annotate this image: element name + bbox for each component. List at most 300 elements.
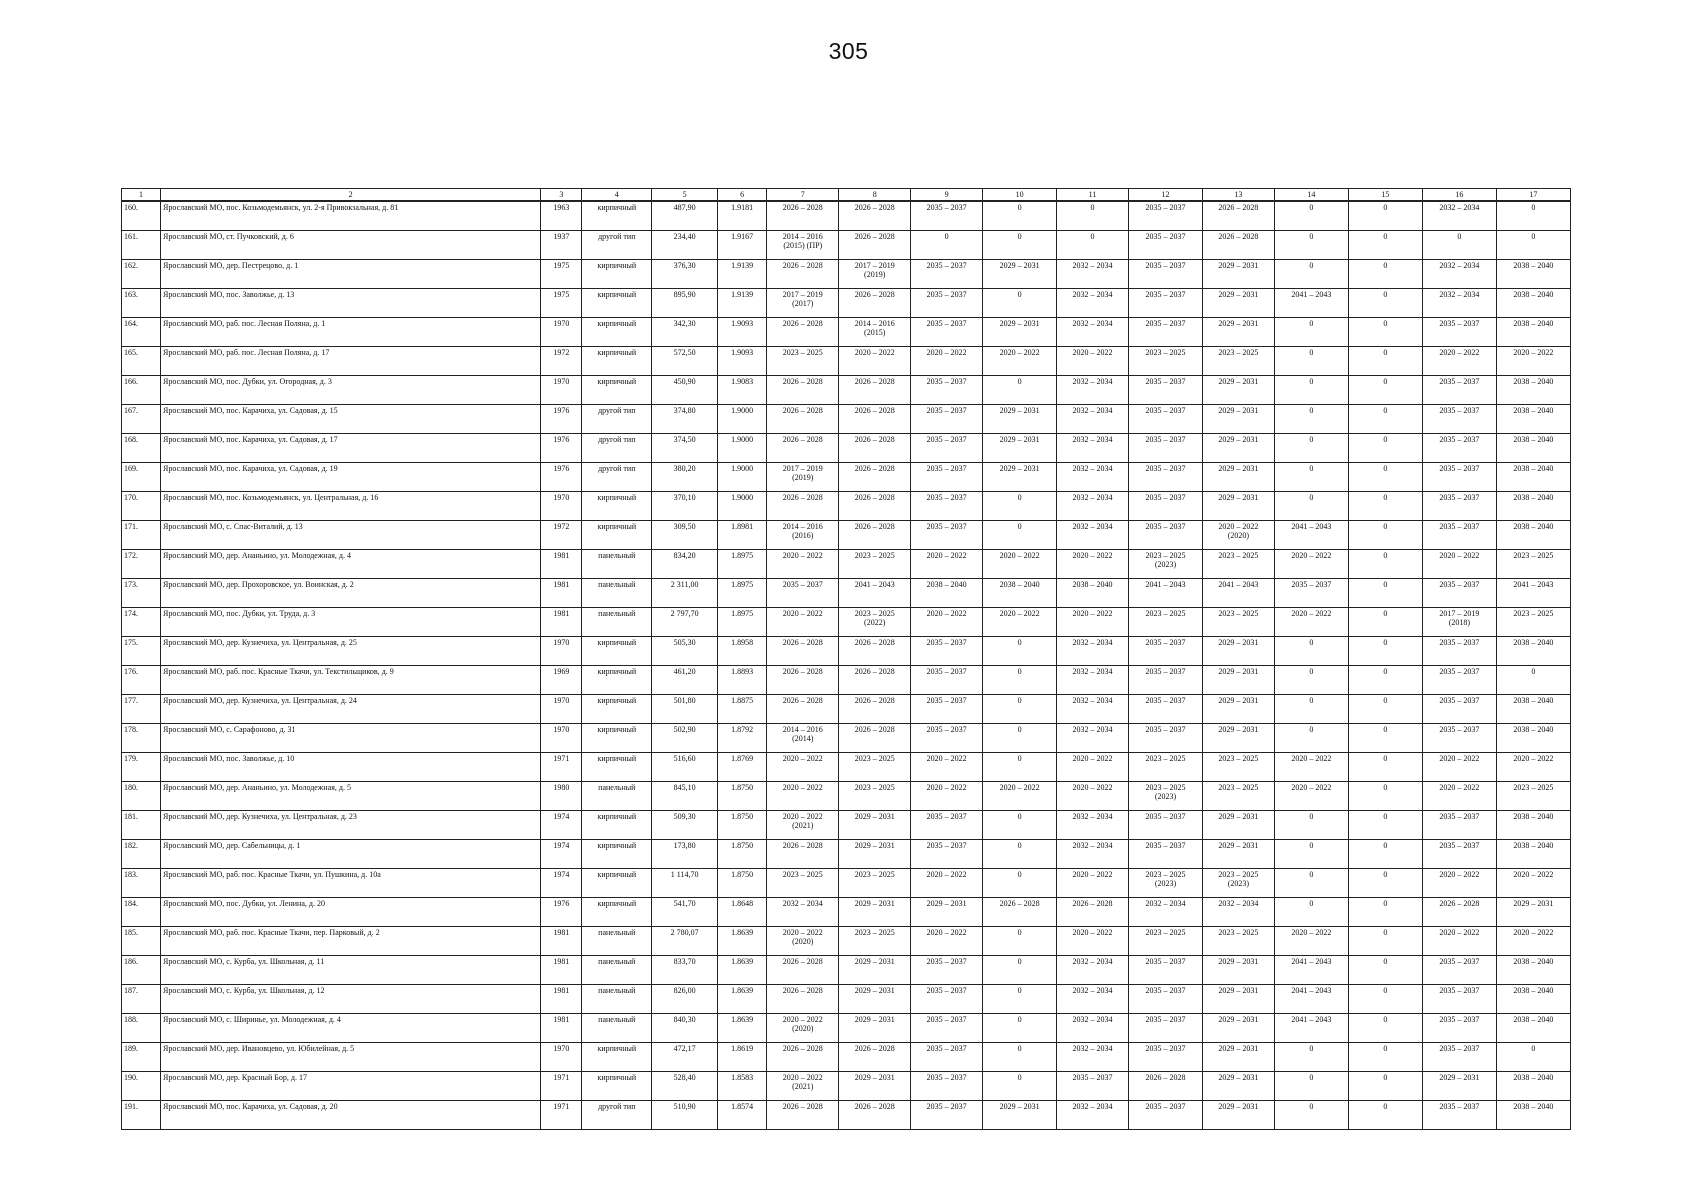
cell-text: 2035 – 2037 — [1145, 290, 1186, 299]
table-cell — [1274, 753, 1348, 782]
cell-text: 2029 – 2031 — [854, 899, 895, 908]
table-cell — [718, 695, 767, 724]
table-cell — [1348, 318, 1422, 347]
cell-text: 2032 – 2034 — [1439, 261, 1480, 270]
table-cell — [911, 956, 983, 985]
cell-text: кирпичный — [597, 522, 637, 531]
table-cell — [1128, 927, 1202, 956]
cell-text: 0 — [1383, 522, 1388, 531]
cell-text: другой тип — [598, 232, 636, 241]
table-cell — [1422, 405, 1496, 434]
cell-text: 162. — [124, 261, 138, 270]
table-cell — [911, 1072, 983, 1101]
page-number: 305 — [828, 38, 869, 64]
cell-text: 2038 – 2040 — [1513, 725, 1554, 734]
cell-subtext: (2016) — [792, 531, 814, 541]
cell-text: Ярославский МО, дер. Ивановцево, ул. Юбилейная, д. 5 — [163, 1044, 355, 1053]
table-cell — [1496, 201, 1570, 231]
table-cell — [1496, 1101, 1570, 1130]
cell-text: 2035 – 2037 — [1145, 1044, 1186, 1053]
cell-text: 2023 – 2025 — [1218, 754, 1259, 763]
table-cell — [911, 811, 983, 840]
table-cell — [983, 840, 1057, 869]
row-number-cell — [122, 666, 161, 695]
table-cell — [767, 201, 839, 231]
table-cell — [652, 695, 718, 724]
cell-text: кирпичный — [597, 841, 637, 850]
table-cell — [767, 753, 839, 782]
cell-text: 2035 – 2037 — [1145, 696, 1186, 705]
table-cell — [911, 434, 983, 463]
row-number-cell — [122, 782, 161, 811]
table-cell — [767, 666, 839, 695]
table-cell — [1128, 1072, 1202, 1101]
cell-text: 1.9093 — [731, 319, 754, 328]
table-cell — [1128, 405, 1202, 434]
table-cell — [767, 405, 839, 434]
table-cell — [582, 927, 652, 956]
cell-text: 1.9083 — [731, 377, 754, 386]
table-cell — [983, 289, 1057, 318]
cell-text: 2023 – 2025 — [1218, 551, 1259, 560]
table-cell — [1202, 956, 1274, 985]
cell-text: 0 — [1017, 667, 1022, 676]
cell-text: Ярославский МО, с. Курба, ул. Школьная, д. 11 — [163, 957, 325, 966]
address-cell — [161, 550, 541, 579]
cell-text: 2041 – 2043 — [1145, 580, 1186, 589]
cell-text: 174. — [124, 609, 138, 618]
table-row — [122, 869, 1571, 898]
cell-text: 2023 – 2025 — [1145, 609, 1186, 618]
cell-text: Ярославский МО, с. Спас-Виталий, д. 13 — [163, 522, 303, 531]
cell-text: 2041 – 2043 — [1291, 957, 1332, 966]
table-cell — [1422, 463, 1496, 492]
cell-text: 2026 – 2028 — [854, 638, 895, 647]
table-cell — [718, 434, 767, 463]
cell-text: 0 — [1090, 232, 1095, 241]
cell-text: 2023 – 2025 — [1145, 754, 1186, 763]
cell-text: 2029 – 2031 — [854, 841, 895, 850]
cell-text: Ярославский МО, раб. пос. Лесная Поляна, д. 17 — [163, 348, 330, 357]
cell-text: 2029 – 2031 — [1218, 406, 1259, 415]
cell-text: 0 — [1383, 1015, 1388, 1024]
cell-text: 2029 – 2031 — [926, 899, 967, 908]
address-cell — [161, 956, 541, 985]
cell-text: 1971 — [553, 1102, 570, 1111]
table-cell — [541, 376, 582, 405]
cell-text: 2029 – 2031 — [1218, 261, 1259, 270]
column-header: 3 — [541, 189, 582, 202]
table-cell — [1496, 608, 1570, 637]
cell-text: Ярославский МО, дер. Ананьино, ул. Молодежная, д. 4 — [163, 551, 351, 560]
cell-text: 0 — [1017, 841, 1022, 850]
column-header: 12 — [1128, 189, 1202, 202]
cell-text: 1970 — [553, 725, 570, 734]
row-number-cell — [122, 695, 161, 724]
table-cell — [718, 550, 767, 579]
cell-subtext: (2014) — [792, 734, 814, 744]
table-row — [122, 289, 1571, 318]
row-number-cell — [122, 463, 161, 492]
cell-text: 0 — [1309, 638, 1314, 647]
cell-text: 0 — [1383, 435, 1388, 444]
cell-text: 2029 – 2031 — [1218, 812, 1259, 821]
cell-text: 2020 – 2022 — [782, 1015, 823, 1024]
table-cell — [767, 579, 839, 608]
cell-text: Ярославский МО, дер. Кузнечиха, ул. Центральная, д. 23 — [163, 812, 357, 821]
cell-text: 2020 – 2022 — [1291, 783, 1332, 792]
cell-text: 2023 – 2025 — [1218, 928, 1259, 937]
cell-text: 2020 – 2022 — [999, 551, 1040, 560]
table-cell — [1128, 985, 1202, 1014]
table-cell — [1348, 695, 1422, 724]
table-cell — [767, 434, 839, 463]
table-cell — [767, 724, 839, 753]
row-number-cell — [122, 985, 161, 1014]
cell-text: 2035 – 2037 — [926, 986, 967, 995]
cell-text: 188. — [124, 1015, 138, 1024]
cell-text: 0 — [1383, 986, 1388, 995]
cell-text: 1976 — [553, 435, 570, 444]
table-cell — [541, 1043, 582, 1072]
cell-text: 2020 – 2022 — [926, 551, 967, 560]
cell-text: 2029 – 2031 — [1218, 1015, 1259, 1024]
table-cell — [541, 347, 582, 376]
table-cell — [911, 201, 983, 231]
table-cell — [582, 492, 652, 521]
cell-text: 2020 – 2022 — [926, 754, 967, 763]
cell-text: 2017 – 2019 — [782, 464, 823, 473]
cell-text: 2035 – 2037 — [926, 1015, 967, 1024]
cell-subtext: (2023) — [1227, 879, 1250, 889]
cell-text: кирпичный — [597, 696, 637, 705]
cell-text: 2026 – 2028 — [854, 290, 895, 299]
cell-text: 0 — [1309, 435, 1314, 444]
table-cell — [911, 637, 983, 666]
table-cell — [1128, 260, 1202, 289]
row-number-cell — [122, 1014, 161, 1043]
table-cell — [983, 782, 1057, 811]
table-cell — [1496, 724, 1570, 753]
cell-text: 170. — [124, 493, 138, 502]
cell-text: 2032 – 2034 — [1072, 986, 1113, 995]
cell-subtext: (2023) — [1154, 792, 1177, 802]
row-number-cell — [122, 318, 161, 347]
table-cell — [718, 1101, 767, 1130]
cell-text: Ярославский МО, пос. Заволжье, д. 13 — [163, 290, 295, 299]
cell-text: Ярославский МО, с. Сарафоново, д. 31 — [163, 725, 296, 734]
table-cell — [1128, 782, 1202, 811]
cell-text: 1.9000 — [731, 406, 754, 415]
table-cell — [1496, 434, 1570, 463]
cell-text: Ярославский МО, с. Ширинье, ул. Молодежная, д. 4 — [163, 1015, 341, 1024]
cell-subtext: (2018) — [1448, 618, 1471, 628]
cell-text: 472,17 — [673, 1044, 696, 1053]
cell-text: 2020 – 2022 — [1439, 551, 1480, 560]
cell-text: 182. — [124, 841, 138, 850]
cell-text: 2035 – 2037 — [926, 261, 967, 270]
cell-text: 0 — [1309, 493, 1314, 502]
cell-text: 2035 – 2037 — [926, 1102, 967, 1111]
table-cell — [839, 405, 911, 434]
table-cell — [541, 492, 582, 521]
table-cell — [718, 782, 767, 811]
cell-text: панельный — [598, 783, 636, 792]
cell-text: 1.8574 — [731, 1102, 754, 1111]
cell-text: 0 — [1383, 232, 1388, 241]
cell-text: 1.8750 — [731, 870, 754, 879]
cell-text: 2035 – 2037 — [926, 841, 967, 850]
table-cell — [839, 579, 911, 608]
table-cell — [718, 289, 767, 318]
table-cell — [911, 782, 983, 811]
cell-text: 173. — [124, 580, 138, 589]
table-cell — [1202, 434, 1274, 463]
cell-text: 160. — [124, 203, 138, 212]
table-cell — [1496, 956, 1570, 985]
table-cell — [839, 724, 911, 753]
table-cell — [839, 318, 911, 347]
table-cell — [1348, 666, 1422, 695]
table-cell — [983, 753, 1057, 782]
cell-text: 1981 — [553, 580, 570, 589]
table-cell — [652, 782, 718, 811]
column-header: 6 — [718, 189, 767, 202]
table-cell — [1274, 289, 1348, 318]
table-cell — [1128, 231, 1202, 260]
table-cell — [1057, 869, 1129, 898]
row-number-cell — [122, 521, 161, 550]
cell-text: 2023 – 2025 — [1218, 783, 1259, 792]
table-cell — [1128, 550, 1202, 579]
cell-text: 176. — [124, 667, 138, 676]
cell-text: 2035 – 2037 — [1145, 725, 1186, 734]
cell-text: 0 — [1309, 696, 1314, 705]
cell-text: 0 — [1383, 1102, 1388, 1111]
table-cell — [1274, 956, 1348, 985]
table-cell — [1202, 869, 1274, 898]
table-cell — [541, 869, 582, 898]
cell-text: 2026 – 2028 — [854, 1102, 895, 1111]
column-header: 8 — [839, 189, 911, 202]
cell-text: 184. — [124, 899, 138, 908]
table-row — [122, 695, 1571, 724]
table-cell — [1496, 695, 1570, 724]
table-cell — [718, 637, 767, 666]
cell-text: 2020 – 2022 — [1513, 348, 1554, 357]
cell-text: 2032 – 2034 — [1072, 1015, 1113, 1024]
table-cell — [1348, 463, 1422, 492]
cell-text: 1.8792 — [731, 725, 754, 734]
cell-subtext: (2023) — [1154, 560, 1177, 570]
table-cell — [1496, 318, 1570, 347]
cell-text: 173,80 — [673, 841, 696, 850]
schedule-table — [121, 188, 1571, 1130]
cell-text: 2035 – 2037 — [1439, 435, 1480, 444]
table-cell — [1422, 1043, 1496, 1072]
cell-text: 0 — [1017, 986, 1022, 995]
table-cell — [1202, 608, 1274, 637]
table-cell — [582, 637, 652, 666]
table-cell — [911, 927, 983, 956]
cell-text: 2038 – 2040 — [1513, 493, 1554, 502]
table-cell — [1422, 869, 1496, 898]
cell-subtext: (2020) — [1227, 531, 1250, 541]
cell-text: 2035 – 2037 — [1145, 232, 1186, 241]
address-cell — [161, 695, 541, 724]
cell-text: 2029 – 2031 — [1218, 957, 1259, 966]
cell-text: 2035 – 2037 — [926, 406, 967, 415]
table-row — [122, 782, 1571, 811]
table-cell — [652, 1043, 718, 1072]
cell-text: кирпичный — [597, 1044, 637, 1053]
table-cell — [541, 521, 582, 550]
table-cell — [1422, 753, 1496, 782]
cell-text: кирпичный — [597, 290, 637, 299]
table-cell — [1422, 289, 1496, 318]
cell-subtext: (2020) — [792, 937, 814, 947]
cell-text: другой тип — [598, 406, 636, 415]
cell-text: 380,20 — [673, 464, 696, 473]
table-cell — [911, 724, 983, 753]
row-number-cell — [122, 869, 161, 898]
cell-text: 1.8639 — [731, 928, 754, 937]
cell-text: 572,50 — [673, 348, 696, 357]
cell-text: 0 — [1383, 783, 1388, 792]
row-number-cell — [122, 201, 161, 231]
cell-text: 2029 – 2031 — [999, 464, 1040, 473]
cell-text: 1970 — [553, 319, 570, 328]
table-cell — [1274, 637, 1348, 666]
cell-text: 2035 – 2037 — [1439, 1044, 1480, 1053]
cell-text: Ярославский МО, ст. Пучковский, д. 6 — [163, 232, 294, 241]
address-cell — [161, 869, 541, 898]
cell-text: 1.8750 — [731, 783, 754, 792]
cell-text: 0 — [1383, 870, 1388, 879]
cell-text: Ярославский МО, дер. Ананьино, ул. Молодежная, д. 5 — [163, 783, 351, 792]
cell-text: 895,90 — [673, 290, 696, 299]
cell-text: 0 — [1309, 464, 1314, 473]
table-cell — [1202, 898, 1274, 927]
table-cell — [1274, 434, 1348, 463]
column-header: 5 — [652, 189, 718, 202]
table-cell — [1496, 1014, 1570, 1043]
cell-text: Ярославский МО, раб. пос. Лесная Поляна, д. 1 — [163, 319, 326, 328]
table-cell — [983, 637, 1057, 666]
cell-text: 1976 — [553, 464, 570, 473]
table-cell — [911, 1043, 983, 1072]
table-cell — [1202, 289, 1274, 318]
table-cell — [1274, 376, 1348, 405]
table-cell — [1128, 724, 1202, 753]
cell-text: 2026 – 2028 — [854, 232, 895, 241]
cell-text: 2020 – 2022 — [926, 783, 967, 792]
cell-text: 2038 – 2040 — [1513, 841, 1554, 850]
column-header: 2 — [161, 189, 541, 202]
table-cell — [718, 985, 767, 1014]
table-cell — [1057, 405, 1129, 434]
table-cell — [1128, 492, 1202, 521]
cell-subtext: (2015) — [864, 328, 886, 338]
cell-text: 2020 – 2022 — [1072, 870, 1113, 879]
table-cell — [839, 666, 911, 695]
table-cell — [652, 1014, 718, 1043]
cell-text: Ярославский МО, дер. Пестрецово, д. 1 — [163, 261, 299, 270]
table-cell — [1348, 724, 1422, 753]
table-cell — [983, 579, 1057, 608]
table-cell — [839, 956, 911, 985]
cell-text: 2041 – 2043 — [1218, 580, 1259, 589]
table-cell — [1128, 289, 1202, 318]
table-cell — [1057, 492, 1129, 521]
table-cell — [718, 608, 767, 637]
table-cell — [1057, 666, 1129, 695]
table-row — [122, 550, 1571, 579]
cell-text: 2035 – 2037 — [1145, 638, 1186, 647]
cell-text: 2035 – 2037 — [1145, 406, 1186, 415]
table-cell — [1128, 434, 1202, 463]
cell-text: 2020 – 2022 — [1439, 928, 1480, 937]
table-cell — [1348, 1014, 1422, 1043]
cell-text: 2029 – 2031 — [1218, 1102, 1259, 1111]
table-cell — [541, 550, 582, 579]
cell-text: 2020 – 2022 — [999, 783, 1040, 792]
table-cell — [541, 405, 582, 434]
cell-text: 2035 – 2037 — [1439, 957, 1480, 966]
column-header: 10 — [983, 189, 1057, 202]
cell-text: 0 — [1017, 928, 1022, 937]
column-header: 7 — [767, 189, 839, 202]
table-cell — [1274, 521, 1348, 550]
cell-text: 1975 — [553, 290, 570, 299]
cell-text: 2026 – 2028 — [782, 203, 823, 212]
table-row — [122, 579, 1571, 608]
table-cell — [983, 811, 1057, 840]
cell-text: 2035 – 2037 — [1439, 638, 1480, 647]
table-cell — [718, 260, 767, 289]
table-cell — [839, 231, 911, 260]
table-cell — [1202, 666, 1274, 695]
cell-text: 0 — [1531, 667, 1536, 676]
cell-text: 2035 – 2037 — [1145, 493, 1186, 502]
cell-text: 0 — [1309, 725, 1314, 734]
cell-text: 2020 – 2022 — [1291, 928, 1332, 937]
cell-text: 1.8893 — [731, 667, 754, 676]
table-cell — [911, 463, 983, 492]
table-cell — [582, 956, 652, 985]
cell-text: 171. — [124, 522, 138, 531]
table-cell — [767, 695, 839, 724]
address-cell — [161, 782, 541, 811]
table-cell — [1128, 579, 1202, 608]
cell-text: 0 — [1383, 667, 1388, 676]
table-cell — [1496, 463, 1570, 492]
cell-text: 2023 – 2025 — [854, 754, 895, 763]
cell-text: 2035 – 2037 — [926, 957, 967, 966]
cell-text: 2035 – 2037 — [1145, 1015, 1186, 1024]
table-row — [122, 1014, 1571, 1043]
table-cell — [911, 289, 983, 318]
table-cell — [718, 1072, 767, 1101]
cell-text: 234,40 — [673, 232, 696, 241]
table-cell — [983, 405, 1057, 434]
cell-text: 2026 – 2028 — [782, 638, 823, 647]
row-number-cell — [122, 927, 161, 956]
cell-text: 2038 – 2040 — [1513, 290, 1554, 299]
table-cell — [1496, 898, 1570, 927]
table-cell — [1202, 1072, 1274, 1101]
table-cell — [1057, 811, 1129, 840]
